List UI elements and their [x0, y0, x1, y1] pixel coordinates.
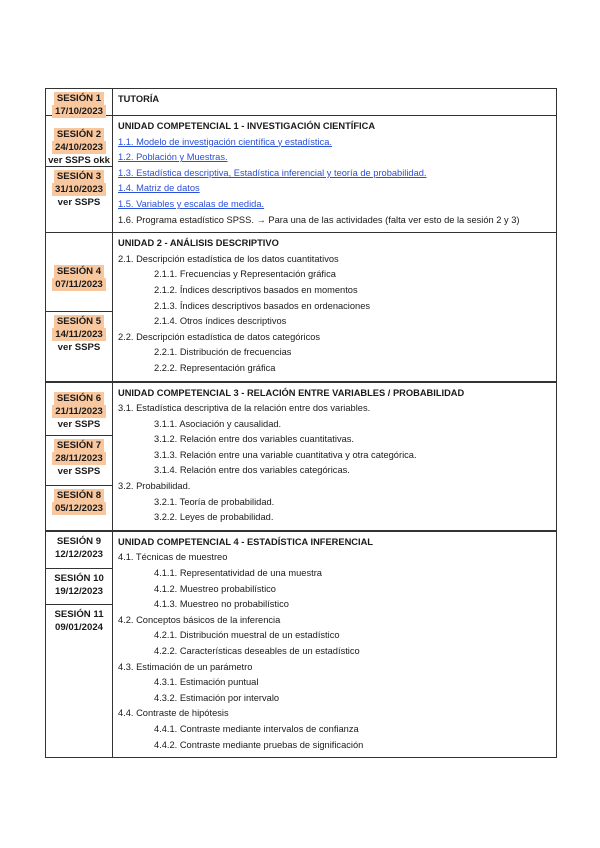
session-date: 28/11/2023: [52, 452, 106, 465]
subtopic-item: 2.1.3. Índices descriptivos basados en ordenaciones: [154, 300, 371, 311]
session-name: SESIÓN 7: [54, 439, 104, 452]
session-block: [46, 383, 112, 435]
subtopic-item: 2.2.1. Distribución de frecuencias: [154, 347, 292, 358]
session-block: [46, 89, 112, 115]
session-date: 05/12/2023: [52, 502, 106, 515]
session-note: ver SSPS: [57, 342, 101, 354]
subtopic-item: 2.1.2. Índices descriptivos basados en momentos: [154, 284, 358, 295]
subtopic-item: 3.2.1. Teoría de probabilidad.: [154, 496, 275, 507]
session-note: ver SSPS: [57, 197, 101, 208]
unit-heading: UNIDAD COMPETENCIAL 1 - INVESTIGACIÓN CIENTÍFICA: [118, 121, 376, 131]
table-row: [45, 116, 557, 233]
table-row: [45, 382, 557, 531]
subtopic-item: 3.2.2. Leyes de probabilidad.: [154, 512, 274, 523]
session-name: SESIÓN 8: [54, 489, 104, 502]
topic-item: 4.4. Contraste de hipótesis: [118, 708, 229, 719]
session-date: 07/11/2023: [52, 278, 106, 291]
subtopic-item: 3.1.3. Relación entre una variable cuantitativa y otra categórica.: [154, 449, 417, 460]
session-note: ver SSPS: [57, 465, 101, 477]
session-block: [46, 311, 112, 380]
session-block: [46, 532, 112, 568]
sessions-cell: [46, 532, 113, 757]
table-row: [45, 233, 557, 381]
session-date: 17/10/2023: [52, 105, 106, 118]
session-date: 31/10/2023: [52, 183, 106, 196]
session-block: [46, 604, 112, 757]
content-cell: [113, 116, 556, 232]
unit-heading: UNIDAD COMPETENCIAL 3 - RELACIÓN ENTRE VARIABLES / PROBABILIDAD: [118, 387, 465, 398]
session-note: ver SSPS: [57, 418, 101, 430]
session-date: 09/01/2024: [54, 621, 103, 633]
topic-link[interactable]: 1.3. Estadística descriptiva, Estadística inferencial y teoría de probabilidad.: [118, 167, 427, 178]
session-name: SESIÓN 10: [54, 572, 104, 584]
session-block: [46, 568, 112, 604]
subtopic-item: 3.1.2. Relación entre dos variables cuantitativas.: [154, 434, 354, 445]
subtopic-item: 4.1.1. Representatividad de una muestra: [154, 568, 322, 579]
content-cell: [113, 383, 556, 530]
unit-heading: UNIDAD COMPETENCIAL 4 - ESTADÍSTICA INFERENCIAL: [118, 536, 373, 547]
session-block: [46, 233, 112, 311]
topic-item: 4.3. Estimación de un parámetro: [118, 661, 253, 672]
session-name: SESIÓN 6: [54, 392, 104, 405]
subtopic-item: 4.3.2. Estimación por intervalo: [154, 692, 280, 703]
subtopic-item: 4.1.3. Muestreo no probabilístico: [154, 599, 289, 610]
subtopic-item: 2.1.4. Otros índices descriptivos: [154, 316, 287, 327]
session-name: SESIÓN 3: [54, 170, 104, 183]
sessions-cell: [46, 89, 113, 115]
subtopic-item: 4.1.2. Muestreo probabilístico: [154, 583, 276, 594]
topic-item: 4.2. Conceptos básicos de la inferencia: [118, 614, 281, 625]
topic-link[interactable]: 1.4. Matriz de datos: [118, 183, 200, 194]
session-name: SESIÓN 11: [54, 608, 104, 620]
topic-link[interactable]: 1.2. Población y Muestras.: [118, 152, 228, 163]
subtopic-item: 4.2.1. Distribución muestral de un estadístico: [154, 630, 340, 641]
session-name: SESIÓN 4: [54, 265, 104, 278]
subtopic-item: 3.1.1. Asociación y causalidad.: [154, 418, 282, 429]
content-cell: [113, 89, 556, 115]
content-cell: [113, 532, 556, 757]
sessions-cell: [46, 233, 113, 380]
session-block: [46, 435, 112, 485]
topic-item: 2.1. Descripción estadística de los datos cuantitativos: [118, 253, 339, 264]
topic-item: 3.2. Probabilidad.: [118, 481, 191, 492]
session-date: 19/12/2023: [54, 585, 103, 597]
session-name: SESIÓN 1: [54, 92, 104, 105]
session-name: SESIÓN 9: [56, 535, 102, 547]
subtopic-item: 3.1.4. Relación entre dos variables categóricas.: [154, 465, 350, 476]
session-block: [46, 116, 112, 166]
table-row: [45, 88, 557, 116]
session-date: 14/11/2023: [52, 328, 106, 341]
topic-item: 3.1. Estadística descriptiva de la relación entre dos variables.: [118, 403, 371, 414]
session-date: 21/11/2023: [52, 405, 106, 418]
session-note: ver SSPS okk: [48, 155, 110, 166]
row-heading: TUTORÍA: [118, 94, 160, 104]
topic-item: 4.1. Técnicas de muestreo: [118, 552, 228, 563]
subtopic-item: 4.2.2. Características deseables de un estadístico: [154, 646, 360, 656]
subtopic-item: 2.2.2. Representación gráfica: [154, 362, 276, 373]
topic-item: 2.2. Descripción estadística de datos categóricos: [118, 331, 321, 342]
sessions-cell: [46, 383, 113, 530]
content-cell: [113, 233, 556, 380]
session-name: SESIÓN 5: [54, 315, 104, 328]
session-date: 24/10/2023: [52, 141, 106, 154]
subtopic-item: 4.4.2. Contraste mediante pruebas de significación: [154, 739, 364, 750]
schedule-table: [45, 88, 557, 758]
table-row: [45, 531, 557, 758]
sessions-cell: [46, 116, 113, 232]
topic-item: 1.6. Programa estadístico SPSS. → Para una de las actividades (falta ver esto de la sesión 2 y 3): [118, 214, 520, 225]
session-block: [46, 166, 112, 232]
subtopic-item: 4.3.1. Estimación puntual: [154, 677, 259, 688]
unit-heading: UNIDAD 2 - ANÁLISIS DESCRIPTIVO: [118, 238, 279, 249]
session-date: 12/12/2023: [54, 548, 103, 560]
session-block: [46, 485, 112, 530]
session-name: SESIÓN 2: [54, 128, 104, 141]
topic-link[interactable]: 1.5. Variables y escalas de medida.: [118, 198, 265, 209]
subtopic-item: 2.1.1. Frecuencias y Representación gráfica: [154, 269, 336, 280]
topic-link[interactable]: 1.1. Modelo de investigación científica y estadística.: [118, 136, 332, 147]
subtopic-item: 4.4.1. Contraste mediante intervalos de confianza: [154, 723, 359, 734]
